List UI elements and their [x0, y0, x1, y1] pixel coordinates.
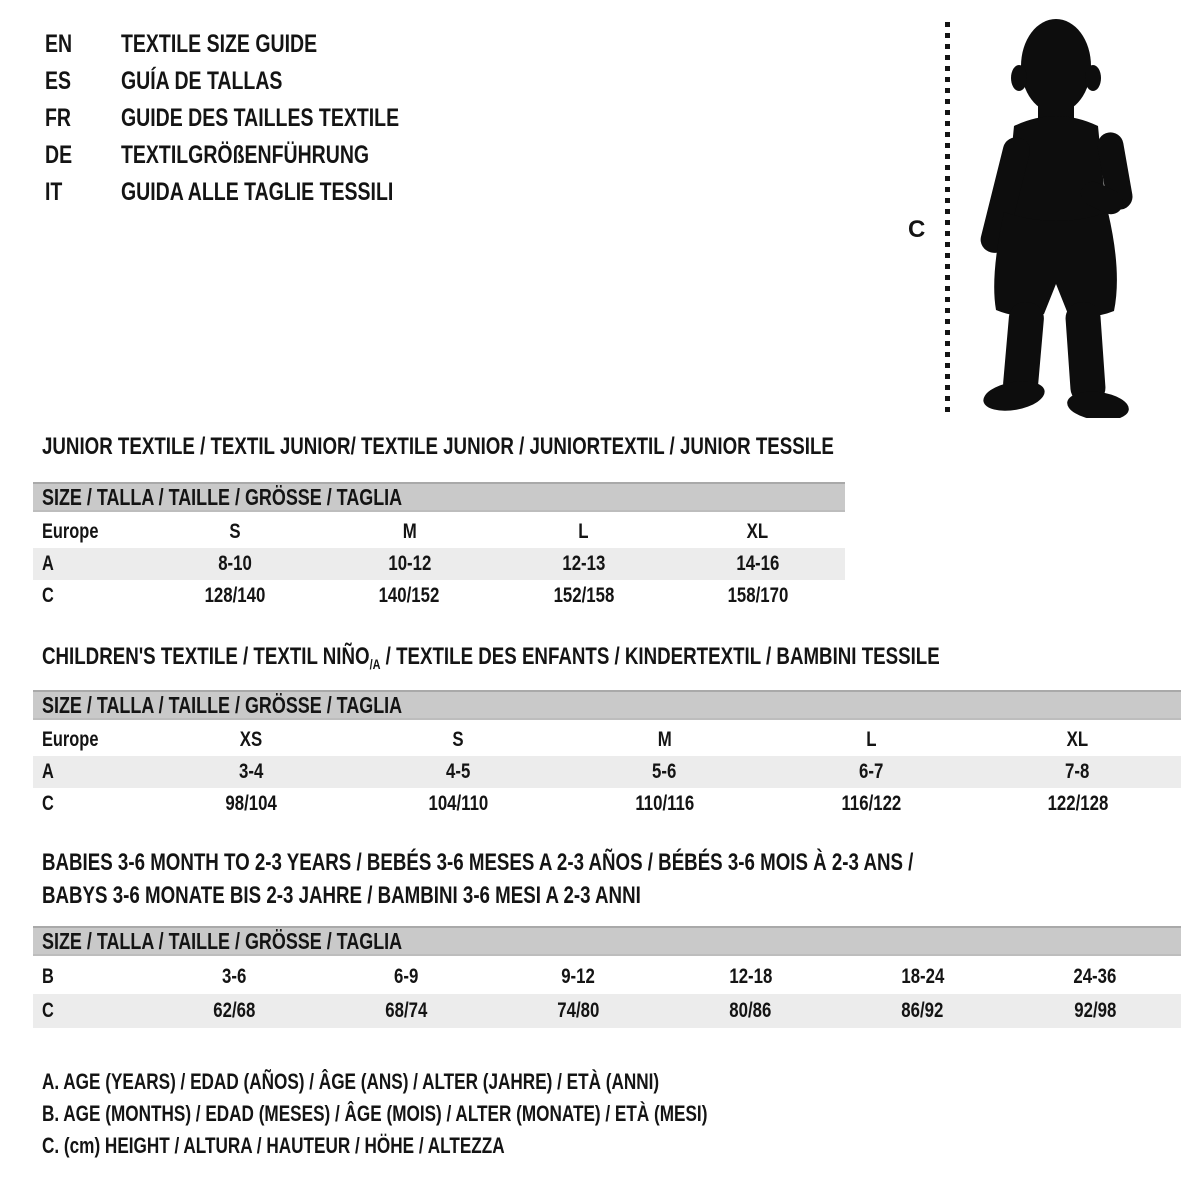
- legend-line-a: A. AGE (YEARS) / EDAD (AÑOS) / ÂGE (ANS) / ALTER (JAHRE) / ETÀ (ANNI): [42, 1069, 660, 1094]
- table-cell: S: [452, 728, 464, 751]
- language-row: [45, 137, 478, 174]
- table-cell: L: [865, 728, 877, 751]
- legend-line-c: C. (cm) HEIGHT / ALTURA / HAUTEUR / HÖHE / ALTEZZA: [42, 1133, 505, 1158]
- table-cell: 92/98: [1073, 999, 1116, 1022]
- table-cell: 12-13: [562, 552, 606, 575]
- table-cell: 74/80: [557, 999, 600, 1022]
- table-cell: XL: [747, 520, 769, 543]
- row-label: B: [42, 965, 54, 988]
- language-title: GUIDA ALLE TAGLIE TESSILI: [121, 178, 394, 206]
- toddler-silhouette-icon: [962, 14, 1146, 418]
- language-row: [45, 63, 478, 100]
- table-cell: 4-5: [445, 760, 471, 783]
- language-code: FR: [45, 104, 71, 132]
- size-header-label: SIZE / TALLA / TAILLE / GRÖSSE / TAGLIA: [42, 927, 403, 954]
- table-cell: 116/122: [841, 792, 901, 815]
- table-cell: S: [229, 520, 241, 543]
- row-label: C: [42, 584, 54, 607]
- table-cell: 80/86: [729, 999, 772, 1022]
- language-title-list: [45, 26, 478, 211]
- table-cell: M: [657, 728, 672, 751]
- table-row-europe: [33, 516, 845, 548]
- table-cell: 158/170: [727, 584, 789, 607]
- language-code: DE: [45, 141, 73, 169]
- table-row-age: [33, 756, 1181, 788]
- table-cell: 5-6: [652, 760, 677, 783]
- table-row-months: [33, 960, 1181, 994]
- language-title: TEXTILE SIZE GUIDE: [121, 30, 318, 58]
- size-header-bar: [33, 690, 1181, 720]
- row-label: C: [42, 999, 54, 1022]
- table-cell: 10-12: [387, 552, 431, 575]
- junior-size-table: [33, 482, 845, 612]
- table-cell: 6-9: [394, 965, 419, 988]
- table-cell: 86/92: [901, 999, 944, 1022]
- table-row-europe: [33, 724, 1181, 756]
- language-code: ES: [45, 67, 72, 95]
- babies-section-title: BABIES 3-6 MONTH TO 2-3 YEARS / BEBÉS 3-6 MESES A 2-3 AÑOS / BÉBÉS 3-6 MOIS À 2-3 ANS / BABYS 3-6 MONATE BIS 2-3 JAHRE / BAMBINI 3-6 MESI A 2-3 ANNI: [42, 849, 914, 909]
- table-cell: 110/116: [635, 792, 694, 815]
- table-cell: 24-36: [1073, 965, 1117, 988]
- language-code: EN: [45, 30, 73, 58]
- table-cell: M: [402, 520, 417, 543]
- size-header-bar: [33, 482, 845, 512]
- table-cell: 122/128: [1047, 792, 1109, 815]
- table-cell: 6-7: [858, 760, 884, 783]
- table-cell: 152/158: [553, 584, 614, 607]
- row-label: A: [42, 552, 54, 575]
- row-label: Europe: [42, 520, 99, 543]
- table-cell: 7-8: [1065, 760, 1090, 783]
- children-section-title: CHILDREN'S TEXTILE / TEXTIL $NIÑO_{/A}$ / TEXTILE DES ENFANTS / KINDERTEXTIL / BAMBINI TESSILE: [42, 643, 940, 672]
- size-header-label: SIZE / TALLA / TAILLE / GRÖSSE / TAGLIA: [42, 483, 403, 510]
- table-cell: XL: [1066, 728, 1089, 751]
- size-header-label: SIZE / TALLA / TAILLE / GRÖSSE / TAGLIA: [42, 691, 403, 718]
- measurement-legend: [42, 1066, 895, 1162]
- row-label: Europe: [42, 728, 99, 751]
- table-row-age: [33, 548, 845, 580]
- babies-size-table: [33, 926, 1181, 1028]
- height-measure-label: C: [908, 216, 926, 243]
- language-title: GUIDE DES TAILLES TEXTILE: [121, 104, 400, 132]
- language-row: [45, 100, 478, 137]
- table-cell: 140/152: [378, 584, 440, 607]
- table-cell: 3-4: [239, 760, 264, 783]
- table-cell: 3-6: [221, 965, 247, 988]
- legend-line-b: B. AGE (MONTHS) / EDAD (MESES) / ÂGE (MOIS) / ALTER (MONATE) / ETÀ (MESI): [42, 1101, 708, 1126]
- junior-section-title: JUNIOR TEXTILE / TEXTIL JUNIOR/ TEXTILE JUNIOR / JUNIORTEXTIL / JUNIOR TESSILE: [42, 433, 834, 460]
- table-cell: 12-18: [729, 965, 773, 988]
- language-row: [45, 26, 478, 63]
- table-row-height: [33, 580, 845, 612]
- table-cell: 62/68: [213, 999, 256, 1022]
- table-cell: 18-24: [901, 965, 945, 988]
- nino-a-subscript: /A: [369, 656, 381, 672]
- table-cell: 8-10: [218, 552, 252, 575]
- row-label: A: [42, 760, 54, 783]
- language-code: IT: [45, 178, 63, 206]
- row-label: C: [42, 792, 54, 815]
- table-cell: 104/110: [427, 792, 488, 815]
- table-cell: 9-12: [561, 965, 596, 988]
- table-cell: 128/140: [204, 584, 266, 607]
- height-dashed-line: [945, 22, 950, 416]
- language-title: GUÍA DE TALLAS: [121, 67, 283, 95]
- table-cell: 98/104: [225, 792, 277, 815]
- table-cell: 14-16: [736, 552, 780, 575]
- table-cell: XS: [240, 728, 263, 751]
- size-header-bar: [33, 926, 1181, 956]
- table-cell: 68/74: [385, 999, 428, 1022]
- table-row-height: [33, 994, 1181, 1028]
- children-size-table: [33, 690, 1181, 820]
- language-row: [45, 174, 478, 211]
- table-cell: L: [578, 520, 589, 543]
- language-title: TEXTILGRÖßENFÜHRUNG: [121, 141, 370, 169]
- table-row-height: [33, 788, 1181, 820]
